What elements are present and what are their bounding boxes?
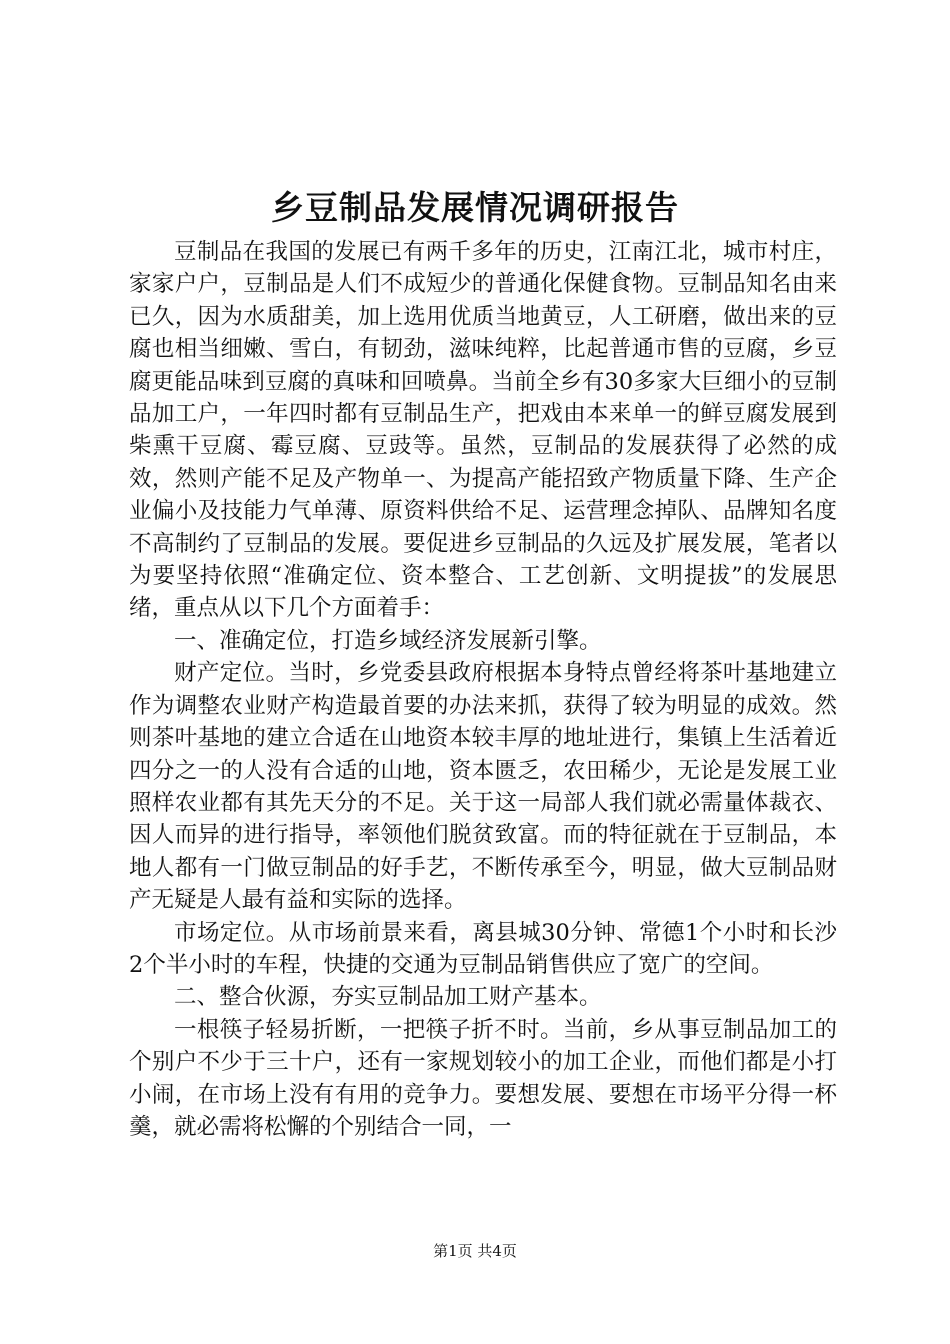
paragraph-market-positioning: 市场定位。从市场前景来看，离县城30分钟、常德1个小时和长沙2个半小时的车程，快捷的交通为豆制品销售供应了宽广的空间。 <box>129 919 837 978</box>
paragraph-industry-positioning: 财产定位。当时，乡党委县政府根据本身特点曾经将茶叶基地建立作为调整农业财产构造最首要的办法来抓，获得了较为明显的成效。然则茶叶基地的建立合适在山地资本较丰厚的地址进行，集镇上生活着近四分之一的人没有合适的山地，资本匮乏，农田稀少，无论是发展工业照样农业都有其先天分的不足。关于这一局部人我们就必需量体裁衣、因人而异的进行指导，率领他们脱贫致富。而的特征就在于豆制品，本地人都有一门做豆制品的好手艺，不断传承至今，明显，做大豆制品财产无疑是人最有益和实际的选择。 <box>129 660 837 914</box>
paragraph-section-2-heading: 二、整合伙源，夯实豆制品加工财产基本。 <box>174 984 602 1011</box>
document-title: 乡豆制品发展情况调研报告 <box>271 188 679 227</box>
page-number-footer: 第1页 共4页 <box>433 1242 517 1260</box>
paragraph-integration: 一根筷子轻易折断，一把筷子折不时。当前，乡从事豆制品加工的个别户不少于三十户，还有一家规划较小的加工企业，而他们都是小打小闹，在市场上没有有用的竞争力。要想发展、要想在市场平分得一杯羹，就必需将松懈的个别结合一同，一 <box>129 1016 837 1140</box>
document-body <box>129 236 837 1143</box>
paragraph-section-1-heading: 一、准确定位，打造乡域经济发展新引擎。 <box>174 627 602 654</box>
paragraph-intro: 豆制品在我国的发展已有两千多年的历史，江南江北，城市村庄，家家户户，豆制品是人们不成短少的普通化保健食物。豆制品知名由来已久，因为水质甜美，加上选用优质当地黄豆，人工研磨，做出来的豆腐也相当细嫩、雪白，有韧劲，滋味纯粹，比起普通市售的豆腐，乡豆腐更能品味到豆腐的真味和回喷鼻。当前全乡有30多家大巨细小的豆制品加工户，一年四时都有豆制品生产，把戏由本来单一的鲜豆腐发展到柴熏干豆腐、霉豆腐、豆豉等。虽然，豆制品的发展获得了必然的成效，然则产能不足及产物单一、为提高产能招致产物质量下降、生产企业偏小及技能力气单薄、原资料供给不足、运营理念掉队、品牌知名度不高制约了豆制品的发展。要促进乡豆制品的久远及扩展发展，笔者以为要坚持依照“准确定位、资本整合、工艺创新、文明提拔”的发展思绪，重点从以下几个方面着手： <box>129 239 837 622</box>
